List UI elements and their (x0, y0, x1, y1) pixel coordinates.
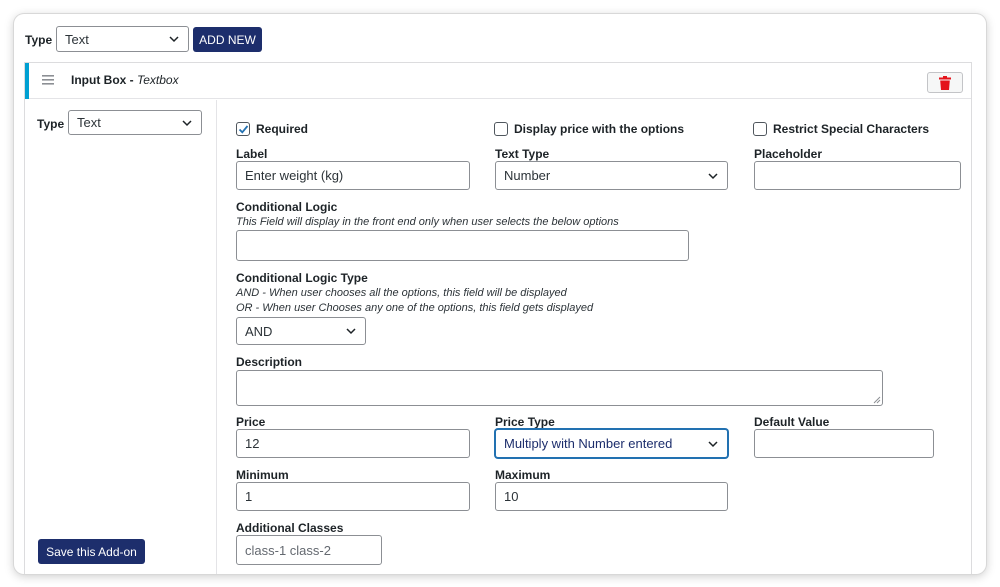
save-addon-button[interactable]: Save this Add-on (38, 539, 145, 564)
left-type-select[interactable] (68, 110, 202, 135)
label-field-label: Label (236, 147, 268, 161)
top-type-label: Type (25, 33, 53, 47)
addon-title (71, 73, 179, 87)
text-type-label: Text Type (495, 147, 550, 161)
addon-title-type: Input Box - (71, 73, 134, 87)
label-input-value: Enter weight (kg) (245, 168, 344, 183)
trash-icon (939, 76, 951, 90)
price-value: 12 (245, 436, 260, 451)
maximum-value: 10 (504, 489, 519, 504)
text-type-value: Number (504, 168, 551, 183)
chevron-down-icon (707, 438, 719, 450)
delete-button[interactable] (927, 72, 963, 93)
chevron-down-icon (168, 33, 180, 45)
minimum-value: 1 (245, 489, 253, 504)
display-price-label: Display price with the options (514, 122, 685, 136)
cond-type-hint-or: OR - When user Chooses any one of the options, this field gets displayed (236, 302, 594, 314)
addon-title-name: Textbox (137, 73, 179, 87)
chevron-down-icon (707, 170, 719, 182)
label-input[interactable] (236, 161, 470, 190)
description-label: Description (236, 355, 303, 369)
cond-type-value: AND (245, 323, 273, 339)
price-type-label: Price Type (495, 415, 555, 429)
top-type-select[interactable] (56, 26, 189, 52)
addon-header (25, 63, 971, 99)
addon-editor-window (14, 14, 986, 574)
classes-input[interactable] (236, 535, 382, 565)
cond-type-label: Conditional Logic Type (236, 271, 368, 285)
cond-type-select[interactable] (236, 317, 366, 345)
left-type-label: Type (37, 117, 65, 131)
restrict-chars-label: Restrict Special Characters (773, 122, 930, 136)
cond-logic-hint: This Field will display in the front end only when user selects the below options (236, 216, 619, 228)
cond-logic-label: Conditional Logic (236, 200, 338, 214)
classes-placeholder: class-1 class-2 (245, 542, 331, 558)
add-new-button[interactable]: ADD NEW (193, 27, 262, 52)
checkmark-icon (238, 124, 249, 135)
maximum-label: Maximum (495, 468, 551, 482)
resize-handle-icon[interactable] (873, 396, 881, 404)
default-value-input[interactable] (754, 429, 934, 458)
placeholder-input[interactable] (754, 161, 961, 190)
minimum-label: Minimum (236, 468, 289, 482)
chevron-down-icon (345, 325, 357, 337)
price-input[interactable] (236, 429, 470, 458)
drag-handle-icon[interactable] (41, 74, 55, 86)
display-price-option[interactable] (494, 122, 684, 136)
price-type-select[interactable] (495, 429, 728, 458)
placeholder-field-label: Placeholder (754, 147, 823, 161)
accent-bar (25, 63, 29, 99)
price-type-value: Multiply with Number entered (504, 436, 673, 451)
cond-logic-input[interactable] (236, 230, 689, 261)
restrict-chars-checkbox[interactable] (753, 122, 767, 136)
price-label: Price (236, 415, 266, 429)
text-type-select[interactable] (495, 161, 728, 190)
required-option[interactable] (236, 122, 308, 136)
description-textarea[interactable] (236, 370, 883, 406)
required-checkbox[interactable] (236, 122, 250, 136)
classes-label: Additional Classes (236, 521, 344, 535)
maximum-input[interactable] (495, 482, 728, 511)
chevron-down-icon (181, 117, 193, 129)
restrict-chars-option[interactable] (753, 122, 929, 136)
default-value-label: Default Value (754, 415, 830, 429)
display-price-checkbox[interactable] (494, 122, 508, 136)
left-column (25, 100, 217, 574)
top-type-value: Text (65, 31, 89, 47)
required-label: Required (256, 122, 309, 136)
minimum-input[interactable] (236, 482, 470, 511)
cond-type-hint-and: AND - When user chooses all the options, this field will be displayed (236, 287, 567, 299)
left-type-value: Text (77, 115, 101, 130)
